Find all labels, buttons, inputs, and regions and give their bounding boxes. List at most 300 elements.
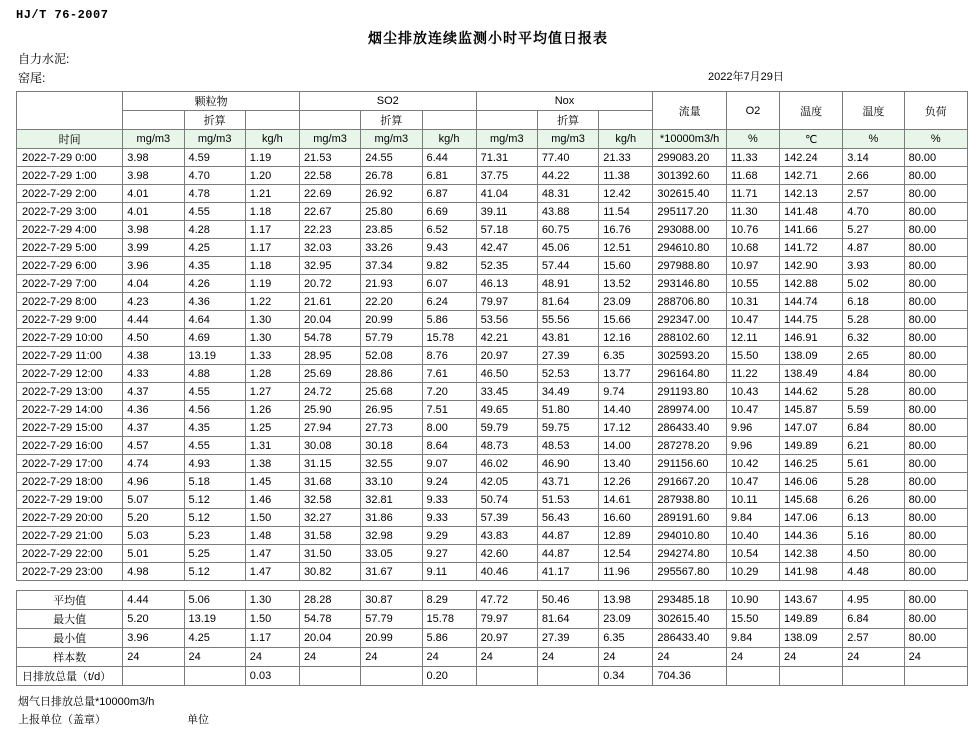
standard-code: HJ/T 76-2007 xyxy=(16,8,109,22)
cell-value: 5.25 xyxy=(184,545,245,563)
cell-value: 141.98 xyxy=(779,563,842,581)
cell-value: 1.19 xyxy=(245,275,299,293)
cell-value: 80.00 xyxy=(904,419,967,437)
cell-value: 5.28 xyxy=(843,383,904,401)
cell-value: 294010.80 xyxy=(653,527,727,545)
cell-value: 57.79 xyxy=(361,329,422,347)
cell-value: 5.86 xyxy=(422,311,476,329)
table-row xyxy=(17,347,968,365)
cell-value: 11.96 xyxy=(599,563,653,581)
cell-value: 10.29 xyxy=(726,563,779,581)
cell-value: 4.78 xyxy=(184,185,245,203)
summary-value: 138.09 xyxy=(779,629,842,648)
cell-value: 4.50 xyxy=(843,545,904,563)
cell-value: 2.65 xyxy=(843,347,904,365)
cell-value: 1.26 xyxy=(245,401,299,419)
cell-value: 4.36 xyxy=(123,401,184,419)
unit-header-row xyxy=(17,130,968,149)
cell-value: 1.21 xyxy=(245,185,299,203)
cell-value: 5.28 xyxy=(843,473,904,491)
cell-value: 27.73 xyxy=(361,419,422,437)
cell-value: 53.56 xyxy=(476,311,537,329)
summary-value: 23.09 xyxy=(599,610,653,629)
summary-value: 0.03 xyxy=(245,667,299,686)
cell-value: 26.92 xyxy=(361,185,422,203)
summary-value: 10.90 xyxy=(726,591,779,610)
cell-value: 26.78 xyxy=(361,167,422,185)
cell-value: 43.83 xyxy=(476,527,537,545)
cell-value: 48.73 xyxy=(476,437,537,455)
cell-value: 32.58 xyxy=(299,491,360,509)
cell-value: 1.22 xyxy=(245,293,299,311)
cell-value: 1.25 xyxy=(245,419,299,437)
cell-value: 43.71 xyxy=(537,473,598,491)
cell-value: 80.00 xyxy=(904,401,967,419)
cell-value: 6.26 xyxy=(843,491,904,509)
cell-time: 2022-7-29 16:00 xyxy=(17,437,123,455)
cell-value: 4.55 xyxy=(184,437,245,455)
cell-value: 3.96 xyxy=(123,257,184,275)
cell-value: 20.04 xyxy=(299,311,360,329)
cell-value: 12.54 xyxy=(599,545,653,563)
cell-value: 48.31 xyxy=(537,185,598,203)
spacer-cell xyxy=(843,581,904,591)
cell-value: 9.96 xyxy=(726,419,779,437)
cell-value: 6.24 xyxy=(422,293,476,311)
cell-value: 22.58 xyxy=(299,167,360,185)
cell-value: 41.17 xyxy=(537,563,598,581)
cell-value: 32.95 xyxy=(299,257,360,275)
cell-value: 80.00 xyxy=(904,491,967,509)
summary-value: 8.29 xyxy=(422,591,476,610)
group-header-temperature: 温度 xyxy=(779,92,842,130)
cell-value: 3.98 xyxy=(123,221,184,239)
summary-value xyxy=(361,667,422,686)
summary-label: 最小值 xyxy=(17,629,123,648)
cell-value: 5.16 xyxy=(843,527,904,545)
cell-value: 5.02 xyxy=(843,275,904,293)
cell-time: 2022-7-29 19:00 xyxy=(17,491,123,509)
cell-value: 9.33 xyxy=(422,491,476,509)
cell-value: 44.87 xyxy=(537,527,598,545)
cell-value: 297988.80 xyxy=(653,257,727,275)
cell-value: 1.31 xyxy=(245,437,299,455)
cell-value: 80.00 xyxy=(904,221,967,239)
cell-value: 286433.40 xyxy=(653,419,727,437)
cell-value: 80.00 xyxy=(904,347,967,365)
summary-value: 149.89 xyxy=(779,610,842,629)
cell-value: 22.23 xyxy=(299,221,360,239)
cell-value: 1.19 xyxy=(245,149,299,167)
table-row xyxy=(17,185,968,203)
cell-value: 12.89 xyxy=(599,527,653,545)
summary-value: 81.64 xyxy=(537,610,598,629)
cell-value: 26.95 xyxy=(361,401,422,419)
cell-value: 16.76 xyxy=(599,221,653,239)
summary-value: 24 xyxy=(779,648,842,667)
table-row xyxy=(17,275,968,293)
summary-value: 20.04 xyxy=(299,629,360,648)
cell-value: 46.02 xyxy=(476,455,537,473)
cell-value: 141.72 xyxy=(779,239,842,257)
table-row xyxy=(17,473,968,491)
summary-value: 5.86 xyxy=(422,629,476,648)
cell-value: 4.57 xyxy=(123,437,184,455)
cell-value: 287278.20 xyxy=(653,437,727,455)
cell-value: 28.95 xyxy=(299,347,360,365)
unit-header-cell: % xyxy=(726,130,779,149)
cell-value: 9.43 xyxy=(422,239,476,257)
summary-value: 0.34 xyxy=(599,667,653,686)
summary-value: 20.97 xyxy=(476,629,537,648)
cell-value: 142.13 xyxy=(779,185,842,203)
cell-value: 52.53 xyxy=(537,365,598,383)
chimney-row xyxy=(18,69,966,88)
sub-header-blank-2 xyxy=(245,111,299,130)
cell-value: 80.00 xyxy=(904,311,967,329)
summary-value: 143.67 xyxy=(779,591,842,610)
cell-value: 34.49 xyxy=(537,383,598,401)
cell-value: 5.20 xyxy=(123,509,184,527)
cell-value: 59.79 xyxy=(476,419,537,437)
cell-value: 6.81 xyxy=(422,167,476,185)
spacer-cell xyxy=(184,581,245,591)
cell-value: 149.89 xyxy=(779,437,842,455)
cell-value: 6.87 xyxy=(422,185,476,203)
table-row xyxy=(17,383,968,401)
cell-value: 288102.60 xyxy=(653,329,727,347)
cell-value: 23.85 xyxy=(361,221,422,239)
summary-value: 6.84 xyxy=(843,610,904,629)
cell-value: 141.48 xyxy=(779,203,842,221)
cell-value: 22.20 xyxy=(361,293,422,311)
cell-value: 5.07 xyxy=(123,491,184,509)
cell-time: 2022-7-29 9:00 xyxy=(17,311,123,329)
summary-value: 302615.40 xyxy=(653,610,727,629)
cell-time: 2022-7-29 4:00 xyxy=(17,221,123,239)
cell-value: 6.32 xyxy=(843,329,904,347)
unit-header-cell: % xyxy=(904,130,967,149)
cell-value: 146.91 xyxy=(779,329,842,347)
summary-value: 704.36 xyxy=(653,667,727,686)
cell-value: 1.45 xyxy=(245,473,299,491)
summary-value xyxy=(779,667,842,686)
cell-value: 9.29 xyxy=(422,527,476,545)
cell-value: 45.06 xyxy=(537,239,598,257)
cell-value: 3.93 xyxy=(843,257,904,275)
cell-value: 30.82 xyxy=(299,563,360,581)
cell-value: 1.50 xyxy=(245,509,299,527)
group-header-row xyxy=(17,92,968,111)
cell-value: 17.12 xyxy=(599,419,653,437)
cell-time: 2022-7-29 17:00 xyxy=(17,455,123,473)
table-row xyxy=(17,293,968,311)
cell-value: 5.03 xyxy=(123,527,184,545)
cell-value: 142.88 xyxy=(779,275,842,293)
cell-value: 31.67 xyxy=(361,563,422,581)
cell-value: 43.88 xyxy=(537,203,598,221)
spacer-cell xyxy=(361,581,422,591)
cell-value: 39.11 xyxy=(476,203,537,221)
cell-value: 292347.00 xyxy=(653,311,727,329)
unit-header-cell: kg/h xyxy=(245,130,299,149)
summary-value: 24 xyxy=(123,648,184,667)
cell-time: 2022-7-29 23:00 xyxy=(17,563,123,581)
cell-value: 46.90 xyxy=(537,455,598,473)
spacer-cell xyxy=(537,581,598,591)
cell-value: 51.80 xyxy=(537,401,598,419)
cell-time: 2022-7-29 6:00 xyxy=(17,257,123,275)
summary-value: 13.19 xyxy=(184,610,245,629)
table-row xyxy=(17,527,968,545)
summary-value: 4.44 xyxy=(123,591,184,610)
summary-value: 293485.18 xyxy=(653,591,727,610)
cell-time: 2022-7-29 1:00 xyxy=(17,167,123,185)
cell-value: 25.69 xyxy=(299,365,360,383)
summary-value: 4.25 xyxy=(184,629,245,648)
cell-time: 2022-7-29 2:00 xyxy=(17,185,123,203)
group-header-temperature-2: 温度 xyxy=(843,92,904,130)
unit-header-cell: ℃ xyxy=(779,130,842,149)
cell-value: 9.74 xyxy=(599,383,653,401)
cell-value: 4.84 xyxy=(843,365,904,383)
cell-value: 5.23 xyxy=(184,527,245,545)
cell-value: 12.16 xyxy=(599,329,653,347)
cell-value: 60.75 xyxy=(537,221,598,239)
cell-value: 5.27 xyxy=(843,221,904,239)
cell-value: 14.61 xyxy=(599,491,653,509)
cell-value: 4.96 xyxy=(123,473,184,491)
cell-value: 296164.80 xyxy=(653,365,727,383)
summary-value: 24 xyxy=(361,648,422,667)
unit-header-time: 时间 xyxy=(17,130,123,149)
footer-unit-label: 单位 xyxy=(187,713,210,726)
cell-value: 291193.80 xyxy=(653,383,727,401)
group-header-o2: O2 xyxy=(726,92,779,130)
summary-value: 57.79 xyxy=(361,610,422,629)
cell-value: 9.11 xyxy=(422,563,476,581)
summary-value xyxy=(904,667,967,686)
cell-value: 24.55 xyxy=(361,149,422,167)
spacer-cell xyxy=(123,581,184,591)
summary-value: 9.84 xyxy=(726,629,779,648)
cell-value: 299083.20 xyxy=(653,149,727,167)
summary-value: 24 xyxy=(299,648,360,667)
spacer-cell xyxy=(599,581,653,591)
cell-value: 80.00 xyxy=(904,545,967,563)
cell-value: 21.61 xyxy=(299,293,360,311)
cell-time: 2022-7-29 22:00 xyxy=(17,545,123,563)
cell-value: 9.82 xyxy=(422,257,476,275)
spacer-cell xyxy=(726,581,779,591)
cell-value: 11.38 xyxy=(599,167,653,185)
cell-value: 3.99 xyxy=(123,239,184,257)
cell-value: 21.33 xyxy=(599,149,653,167)
cell-value: 11.33 xyxy=(726,149,779,167)
cell-value: 33.45 xyxy=(476,383,537,401)
group-header-nox: Nox xyxy=(476,92,653,111)
cell-value: 145.87 xyxy=(779,401,842,419)
cell-value: 4.50 xyxy=(123,329,184,347)
cell-value: 7.61 xyxy=(422,365,476,383)
cell-value: 4.38 xyxy=(123,347,184,365)
cell-value: 294274.80 xyxy=(653,545,727,563)
cell-value: 32.55 xyxy=(361,455,422,473)
cell-value: 40.46 xyxy=(476,563,537,581)
table-row xyxy=(17,509,968,527)
cell-value: 13.52 xyxy=(599,275,653,293)
cell-value: 13.40 xyxy=(599,455,653,473)
cell-value: 138.49 xyxy=(779,365,842,383)
sub-header-blank-3 xyxy=(299,111,360,130)
cell-value: 4.70 xyxy=(843,203,904,221)
unit-header-cell: mg/m3 xyxy=(476,130,537,149)
table-row xyxy=(17,149,968,167)
cell-value: 9.27 xyxy=(422,545,476,563)
cell-value: 32.03 xyxy=(299,239,360,257)
summary-row xyxy=(17,610,968,629)
cell-value: 49.65 xyxy=(476,401,537,419)
cell-value: 6.52 xyxy=(422,221,476,239)
summary-row xyxy=(17,667,968,686)
cell-value: 5.12 xyxy=(184,491,245,509)
cell-time: 2022-7-29 5:00 xyxy=(17,239,123,257)
cell-value: 57.44 xyxy=(537,257,598,275)
table-row xyxy=(17,455,968,473)
cell-value: 56.43 xyxy=(537,509,598,527)
cell-value: 15.60 xyxy=(599,257,653,275)
cell-value: 5.01 xyxy=(123,545,184,563)
unit-header-cell: mg/m3 xyxy=(361,130,422,149)
cell-value: 2.57 xyxy=(843,185,904,203)
cell-value: 30.08 xyxy=(299,437,360,455)
cell-time: 2022-7-29 20:00 xyxy=(17,509,123,527)
cell-value: 77.40 xyxy=(537,149,598,167)
summary-value: 286433.40 xyxy=(653,629,727,648)
cell-value: 4.87 xyxy=(843,239,904,257)
cell-value: 295567.80 xyxy=(653,563,727,581)
cell-value: 48.53 xyxy=(537,437,598,455)
chimney-label: 窑尾: xyxy=(18,70,46,85)
cell-value: 10.47 xyxy=(726,473,779,491)
cell-value: 291156.60 xyxy=(653,455,727,473)
summary-value: 24 xyxy=(726,648,779,667)
cell-value: 4.55 xyxy=(184,383,245,401)
table-row xyxy=(17,401,968,419)
cell-value: 1.38 xyxy=(245,455,299,473)
cell-value: 4.35 xyxy=(184,257,245,275)
summary-value: 6.35 xyxy=(599,629,653,648)
cell-value: 80.00 xyxy=(904,563,967,581)
sub-header-blank-6 xyxy=(599,111,653,130)
cell-value: 302593.20 xyxy=(653,347,727,365)
cell-value: 20.97 xyxy=(476,347,537,365)
cell-value: 12.26 xyxy=(599,473,653,491)
cell-value: 4.93 xyxy=(184,455,245,473)
summary-value xyxy=(726,667,779,686)
cell-time: 2022-7-29 10:00 xyxy=(17,329,123,347)
cell-value: 4.88 xyxy=(184,365,245,383)
cell-value: 55.56 xyxy=(537,311,598,329)
cell-value: 25.90 xyxy=(299,401,360,419)
cell-value: 32.81 xyxy=(361,491,422,509)
cell-value: 42.47 xyxy=(476,239,537,257)
summary-value xyxy=(299,667,360,686)
cell-value: 5.12 xyxy=(184,563,245,581)
cell-value: 144.62 xyxy=(779,383,842,401)
summary-value: 1.30 xyxy=(245,591,299,610)
summary-value: 50.46 xyxy=(537,591,598,610)
unit-header-cell: mg/m3 xyxy=(184,130,245,149)
cell-value: 4.04 xyxy=(123,275,184,293)
cell-value: 5.61 xyxy=(843,455,904,473)
cell-value: 42.21 xyxy=(476,329,537,347)
cell-value: 31.86 xyxy=(361,509,422,527)
cell-value: 6.69 xyxy=(422,203,476,221)
cell-value: 25.68 xyxy=(361,383,422,401)
cell-value: 9.33 xyxy=(422,509,476,527)
cell-value: 80.00 xyxy=(904,365,967,383)
cell-value: 10.31 xyxy=(726,293,779,311)
cell-value: 80.00 xyxy=(904,167,967,185)
cell-value: 4.44 xyxy=(123,311,184,329)
cell-value: 6.35 xyxy=(599,347,653,365)
unit-header-cell: mg/m3 xyxy=(537,130,598,149)
cell-value: 28.86 xyxy=(361,365,422,383)
cell-value: 32.27 xyxy=(299,509,360,527)
group-header-flow: 流量 xyxy=(653,92,727,130)
cell-value: 10.42 xyxy=(726,455,779,473)
table-row xyxy=(17,167,968,185)
spacer-cell xyxy=(245,581,299,591)
cell-value: 54.78 xyxy=(299,329,360,347)
cell-value: 1.17 xyxy=(245,221,299,239)
summary-value: 54.78 xyxy=(299,610,360,629)
table-row xyxy=(17,563,968,581)
cell-value: 46.13 xyxy=(476,275,537,293)
cell-value: 7.20 xyxy=(422,383,476,401)
cell-value: 12.11 xyxy=(726,329,779,347)
cell-value: 1.18 xyxy=(245,203,299,221)
summary-value: 79.97 xyxy=(476,610,537,629)
summary-value: 27.39 xyxy=(537,629,598,648)
cell-value: 21.53 xyxy=(299,149,360,167)
cell-value: 1.30 xyxy=(245,311,299,329)
cell-value: 1.46 xyxy=(245,491,299,509)
cell-value: 4.35 xyxy=(184,419,245,437)
group-header-particulate: 颗粒物 xyxy=(123,92,300,111)
table-row xyxy=(17,437,968,455)
cell-value: 4.25 xyxy=(184,239,245,257)
cell-value: 80.00 xyxy=(904,293,967,311)
sub-header-converted-particulate: 折算 xyxy=(184,111,245,130)
cell-value: 51.53 xyxy=(537,491,598,509)
summary-value: 24 xyxy=(904,648,967,667)
page-title: 烟尘排放连续监测小时平均值日报表 xyxy=(368,30,608,46)
cell-value: 43.81 xyxy=(537,329,598,347)
cell-value: 13.19 xyxy=(184,347,245,365)
cell-value: 145.68 xyxy=(779,491,842,509)
cell-value: 142.38 xyxy=(779,545,842,563)
cell-time: 2022-7-29 13:00 xyxy=(17,383,123,401)
cell-value: 15.66 xyxy=(599,311,653,329)
cell-value: 10.76 xyxy=(726,221,779,239)
cell-value: 23.09 xyxy=(599,293,653,311)
cell-value: 1.27 xyxy=(245,383,299,401)
spacer-cell xyxy=(779,581,842,591)
cell-value: 295117.20 xyxy=(653,203,727,221)
cell-value: 44.22 xyxy=(537,167,598,185)
